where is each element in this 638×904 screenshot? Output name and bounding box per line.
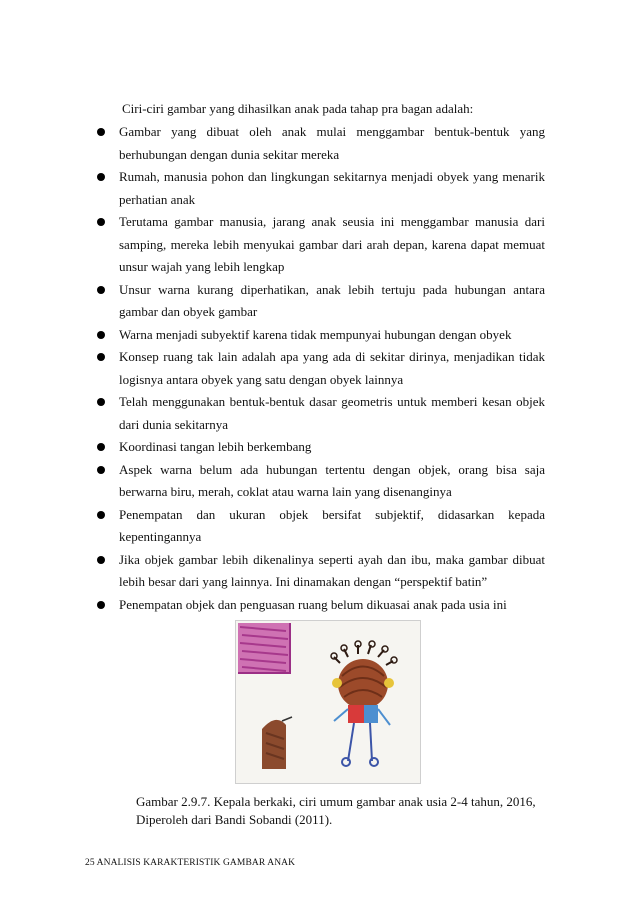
- child-drawing-image: [236, 621, 420, 783]
- bullet-icon: [97, 443, 105, 451]
- figure-caption: Gambar 2.9.7. Kepala berkaki, ciri umum gambar anak usia 2-4 tahun, 2016, Diperoleh dari Bandi Sobandi (2011).: [136, 794, 536, 827]
- list-item-text: Warna menjadi subyektif karena tidak mempunyai hubungan dengan obyek: [119, 326, 512, 342]
- bullet-icon: [97, 556, 105, 564]
- list-item-text: Rumah, manusia pohon dan lingkungan sekitarnya menjadi obyek yang menarik perhatian anak: [119, 169, 545, 207]
- list-item-text: Penempatan dan ukuran objek bersifat subjektif, didasarkan kepada kepentingannya: [119, 506, 545, 544]
- list-item: [97, 459, 545, 504]
- bullet-list: [97, 121, 545, 616]
- bullet-icon: [97, 511, 105, 519]
- list-item-text: Aspek warna belum ada hubungan tertentu dengan objek, orang bisa saja berwarna biru, merah, coklat atau warna lain yang disenanginya: [119, 461, 545, 499]
- bullet-icon: [97, 398, 105, 406]
- list-item-text: Konsep ruang tak lain adalah apa yang ada di sekitar dirinya, menjadikan tidak logisnya antara obyek yang satu dengan obyek lainnya: [119, 349, 545, 387]
- list-item: [97, 279, 545, 324]
- bullet-icon: [97, 466, 105, 474]
- list-item: [97, 346, 545, 391]
- list-item-text: Gambar yang dibuat oleh anak mulai menggambar bentuk-bentuk yang berhubungan dengan dunia sekitar mereka: [119, 124, 545, 162]
- list-item-text: Jika objek gambar lebih dikenalinya seperti ayah dan ibu, maka gambar dibuat lebih besar dari yang lainnya. Ini dinamakan dengan “perspektif batin”: [119, 551, 545, 589]
- list-item: [97, 324, 545, 347]
- list-item-text: Koordinasi tangan lebih berkembang: [119, 439, 312, 454]
- list-item: [97, 436, 545, 459]
- bullet-icon: [97, 218, 105, 226]
- list-item: [97, 504, 545, 549]
- list-item: [97, 166, 545, 211]
- list-item: [97, 211, 545, 279]
- list-item-text: Terutama gambar manusia, jarang anak seusia ini menggambar manusia dari samping, mereka lebih menyukai gambar dari arah depan, karena dapat memuat unsur wajah yang lebih lengkap: [119, 214, 545, 274]
- child-drawing-figure: [235, 620, 421, 784]
- bullet-icon: [97, 128, 105, 136]
- list-item: [97, 391, 545, 436]
- bullet-icon: [97, 286, 105, 294]
- list-item: [97, 121, 545, 166]
- list-item-text: Telah menggunakan bentuk-bentuk dasar geometris untuk memberi kesan objek dari dunia sekitarnya: [119, 394, 545, 432]
- list-item: [97, 549, 545, 594]
- intro-text: Ciri-ciri gambar yang dihasilkan anak pada tahap pra bagan adalah:: [122, 101, 474, 116]
- bullet-icon: [97, 173, 105, 181]
- page-footer: 25 ANALISIS KARAKTERISTIK GAMBAR ANAK: [85, 858, 296, 868]
- list-item: [97, 594, 545, 617]
- bullet-icon: [97, 601, 105, 609]
- list-item-text: Unsur warna kurang diperhatikan, anak lebih tertuju pada hubungan antara gambar dan obyek gambar: [119, 281, 545, 319]
- bullet-icon: [97, 353, 105, 361]
- bullet-icon: [97, 331, 105, 339]
- list-item-text: Penempatan objek dan penguasan ruang belum dikuasai anak pada usia ini: [119, 596, 507, 612]
